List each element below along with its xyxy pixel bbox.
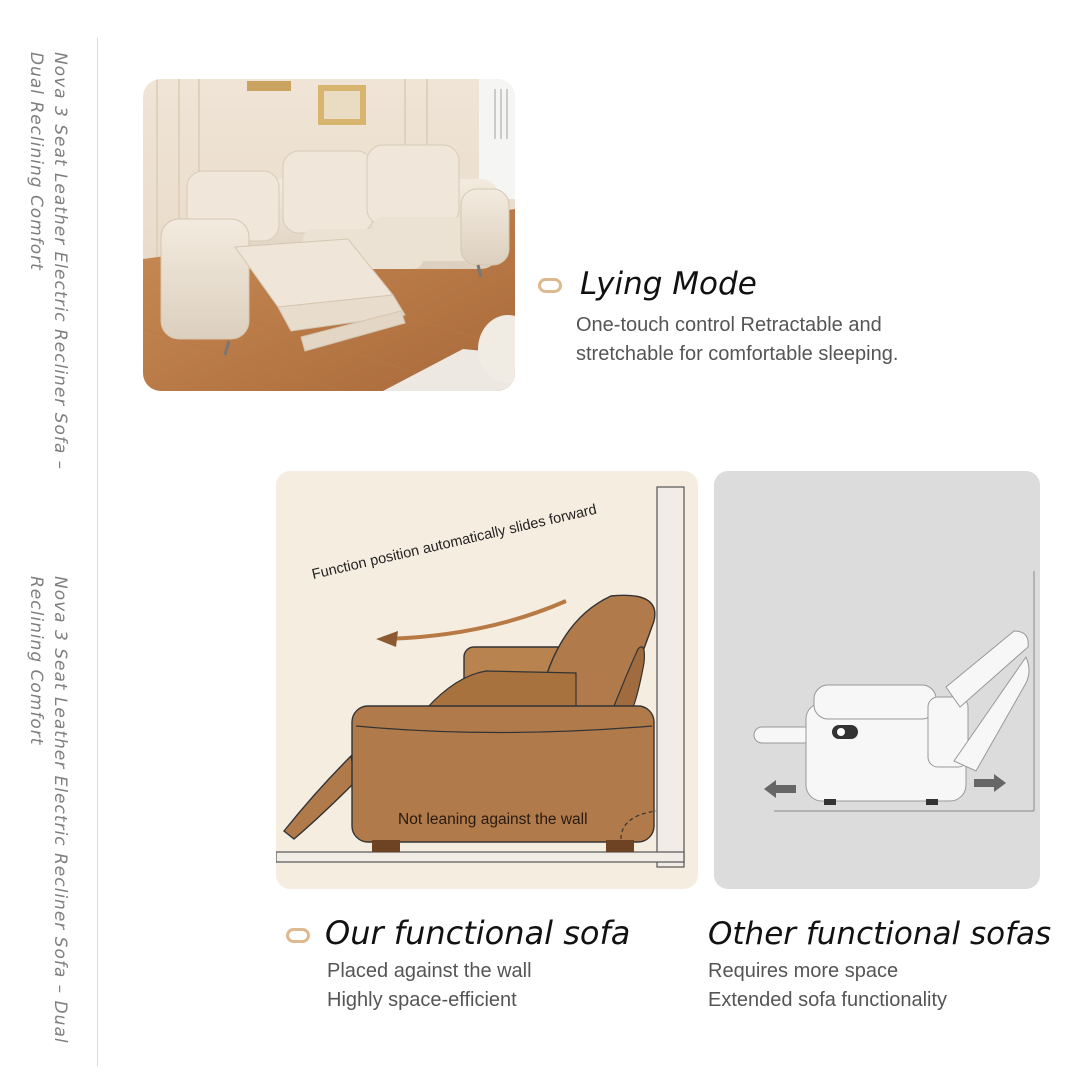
arrow-right-icon xyxy=(974,774,1006,792)
our-sofa-line2: Highly space-efficient xyxy=(327,989,517,1011)
other-sofa-diagram xyxy=(714,471,1040,889)
wall-label: Not leaning against the wall xyxy=(398,811,588,828)
pill-icon xyxy=(538,278,562,293)
our-sofa-diagram xyxy=(276,471,698,889)
our-sofa-title: Our functional sofa xyxy=(325,914,631,952)
side-title-bottom: Nova 3 Seat Leather Electric Recliner Sofa – Dual Reclining Comfort xyxy=(26,576,70,1044)
arrow-label: Function position automatically slides forward xyxy=(310,501,599,583)
sofa-photo xyxy=(143,79,515,391)
other-sofa-title: Other functional sofas xyxy=(708,916,1052,952)
lying-mode-desc-line1: One-touch control Retractable and xyxy=(576,314,882,336)
divider-line xyxy=(97,38,98,1066)
lying-mode-desc-line2: stretchable for comfortable sleeping. xyxy=(576,343,899,365)
other-sofa-line2: Extended sofa functionality xyxy=(708,989,948,1011)
other-sofa-line1: Requires more space xyxy=(708,960,899,982)
our-sofa-line1: Placed against the wall xyxy=(327,960,532,982)
lying-mode-title: Lying Mode xyxy=(580,266,757,302)
arrow-left-icon xyxy=(764,780,796,798)
pill-icon xyxy=(286,928,310,943)
side-title-top: Nova 3 Seat Leather Electric Recliner Sofa – Dual Reclining Comfort xyxy=(26,52,70,471)
